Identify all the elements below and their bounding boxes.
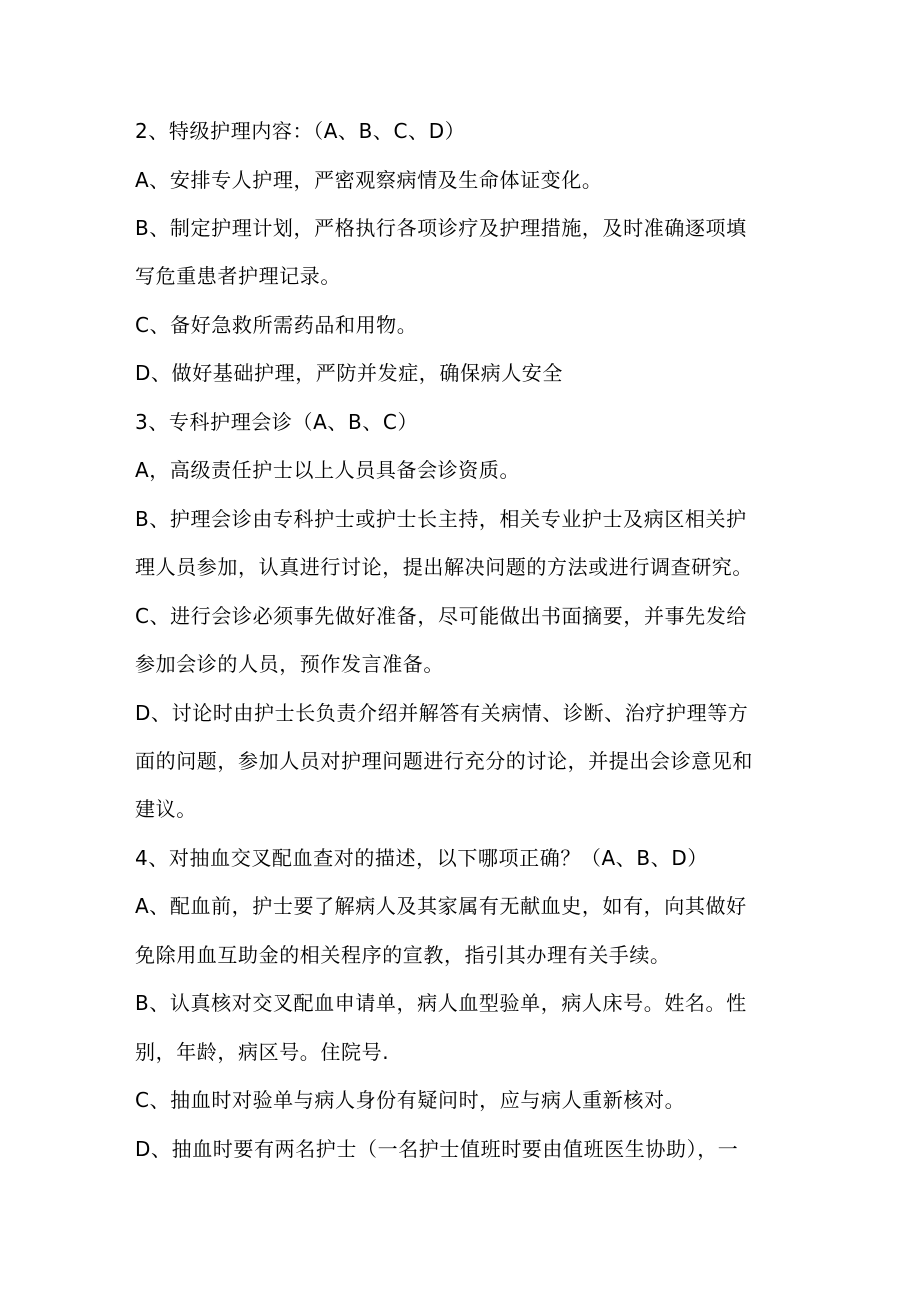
question-3-option-b-line-1: B、护理会诊由专科护士或护士长主持，相关专业护士及病区相关护 <box>135 507 747 531</box>
question-3-option-d-line-2: 面的问题，参加人员对护理问题进行充分的讨论，并提出会诊意见和 <box>135 749 753 773</box>
question-3-option-d-line-1: D、讨论时由护士长负责介绍并解答有关病情、诊断、治疗护理等方 <box>135 701 749 725</box>
question-2-option-a: A、安排专人护理，严密观察病情及生命体证变化。 <box>135 168 603 192</box>
question-4-title: 4、对抽血交叉配血查对的描述，以下哪项正确？（A、B、D） <box>135 846 708 870</box>
question-4-option-b-line-2: 别，年龄，病区号。住院号. <box>135 1040 390 1064</box>
question-3-option-a: A，高级责任护士以上人员具备会诊资质。 <box>135 458 521 482</box>
question-3-option-c-line-1: C、进行会诊必须事先做好准备，尽可能做出书面摘要，并事先发给 <box>135 604 747 628</box>
question-3-option-b-line-2: 理人员参加，认真进行讨论，提出解决问题的方法或进行调查研究。 <box>135 555 753 579</box>
question-2-title: 2、特级护理内容：（A、B、C、D） <box>135 119 466 143</box>
question-2-option-b-line-2: 写危重患者护理记录。 <box>135 264 341 288</box>
question-3-title: 3、专科护理会诊（A、B、C） <box>135 410 419 434</box>
question-4-option-d-line-1: D、抽血时要有两名护士（一名护士值班时要由值班医生协助），一 <box>135 1137 739 1161</box>
question-2-option-c: C、备好急救所需药品和用物。 <box>135 313 418 337</box>
question-4-option-a-line-1: A、配血前，护士要了解病人及其家属有无献血史，如有，向其做好 <box>135 894 747 918</box>
question-4-option-b-line-1: B、认真核对交叉配血申请单，病人血型验单，病人床号。姓名。性 <box>135 991 747 1015</box>
question-4-option-a-line-2: 免除用血互助金的相关程序的宣教，指引其办理有关手续。 <box>135 943 671 967</box>
question-2-option-b-line-1: B、制定护理计划，严格执行各项诊疗及护理措施，及时准确逐项填 <box>135 216 747 240</box>
question-2-option-d: D、做好基础护理，严防并发症，确保病人安全 <box>135 361 563 385</box>
question-4-option-c: C、抽血时对验单与病人身份有疑问时，应与病人重新核对。 <box>135 1088 686 1112</box>
question-3-option-d-line-3: 建议。 <box>135 797 197 821</box>
question-3-option-c-line-2: 参加会诊的人员，预作发言准备。 <box>135 652 444 676</box>
